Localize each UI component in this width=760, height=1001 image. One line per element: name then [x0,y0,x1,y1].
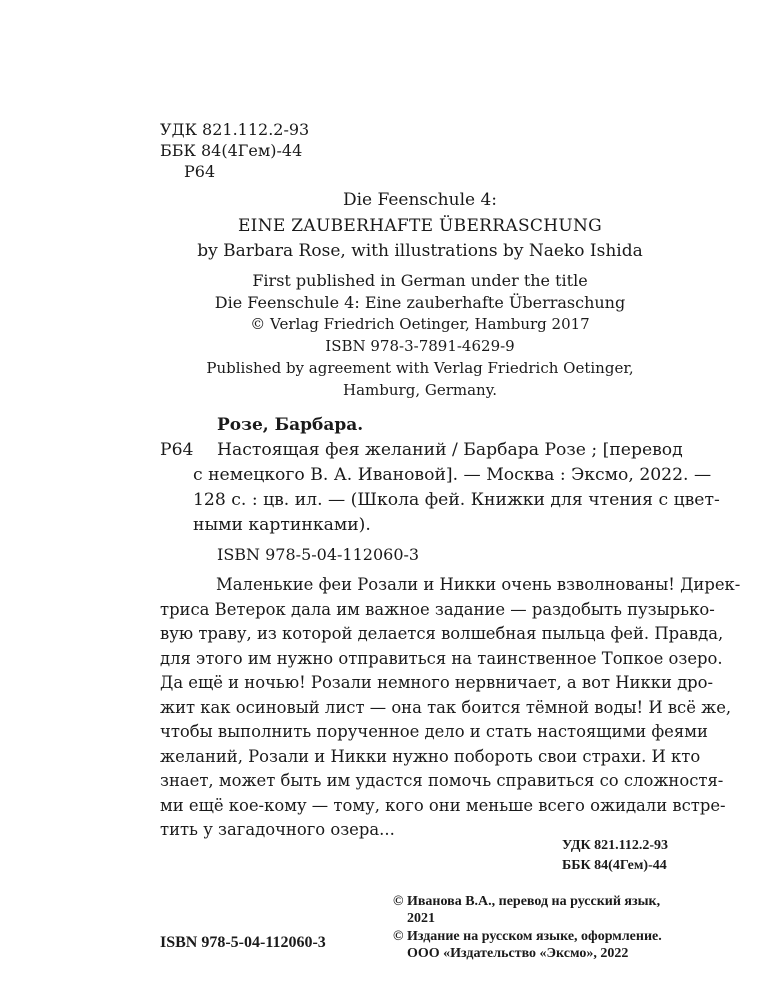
entry-line-2: с немецкого В. А. Ивановой]. — Москва : Эксмо, 2022. — [193,465,712,485]
author-mark-top: Р64 [184,162,216,181]
translation-copyright-year: 2021 [407,911,435,926]
entry-isbn: ISBN 978-5-04-112060-3 [217,545,420,564]
agreement-line-1: Published by agreement with Verlag Friedrich Oetinger, [206,359,634,377]
original-book-title: EINE ZAUBERHAFTE ÜBERRASCHUNG [237,216,603,236]
annotation-line: триса Ветерок дала им важное задание — раздобыть пузырько- [160,599,715,619]
udk-code-top: УДК 821.112.2-93 [160,120,310,139]
annotation-line: вую траву, из которой делается волшебная пыльца фей. Правда, [160,624,724,643]
entry-line-1: Настоящая фея желаний / Барбара Розе ; [перевод [217,440,683,460]
original-byline: by Barbara Rose, with illustrations by Naeko Ishida [197,241,643,261]
entry-line-3: 128 с. : цв. ил. — (Школа фей. Книжки для чтения с цвет- [193,490,720,510]
original-isbn: ISBN 978-3-7891-4629-9 [325,337,515,355]
edition-copyright: © Издание на русском языке, оформление. [393,929,662,944]
original-copyright: © Verlag Friedrich Oetinger, Hamburg 2017 [250,315,590,333]
publisher-imprint: ООО «Издательство «Эксмо», 2022 [407,946,629,961]
isbn-bottom: ISBN 978-5-04-112060-3 [160,934,326,951]
annotation-line: чтобы выполнить порученное дело и стать настоящими феями [160,722,708,741]
annotation-line: желаний, Розали и Никки нужно побороть свои страхи. И кто [160,746,701,766]
first-published-note: First published in German under the title [252,271,588,290]
original-full-title: Die Feenschule 4: Eine zauberhafte Überraschung [214,293,626,312]
annotation-line: знает, может быть им удастся помочь справиться со сложностя- [160,771,724,790]
annotation-line: ми ещё кое-кому — тому, кого они меньше всего ожидали встре- [160,795,726,815]
annotation-paragraph [160,573,740,843]
bbk-code-bottom: ББК 84(4Гем)-44 [562,858,667,873]
annotation-line: жит как осиновый лист — она так боится тёмной воды! И всё же, [160,697,732,717]
annotation-line: Да ещё и ночью! Розали немного нервничает, а вот Никки дро- [160,673,714,692]
annotation-line: тить у загадочного озера... [160,820,395,839]
annotation-line: Маленькие феи Розали и Никки очень взволнованы! Дирек- [216,575,741,594]
translation-copyright: © Иванова В.А., перевод на русский язык, [393,894,661,909]
agreement-line-2: Hamburg, Germany. [343,381,497,399]
entry-code: Р64 [160,440,194,460]
entry-line-4: ными картинками). [193,515,371,535]
bbk-code-top: ББК 84(4Гем)-44 [160,141,303,160]
author-heading: Розе, Барбара. [217,415,364,435]
annotation-line: для этого им нужно отправиться на таинственное Топкое озеро. [160,648,723,668]
series-title: Die Feenschule 4: [342,190,498,210]
udk-code-bottom: УДК 821.112.2-93 [562,838,669,853]
